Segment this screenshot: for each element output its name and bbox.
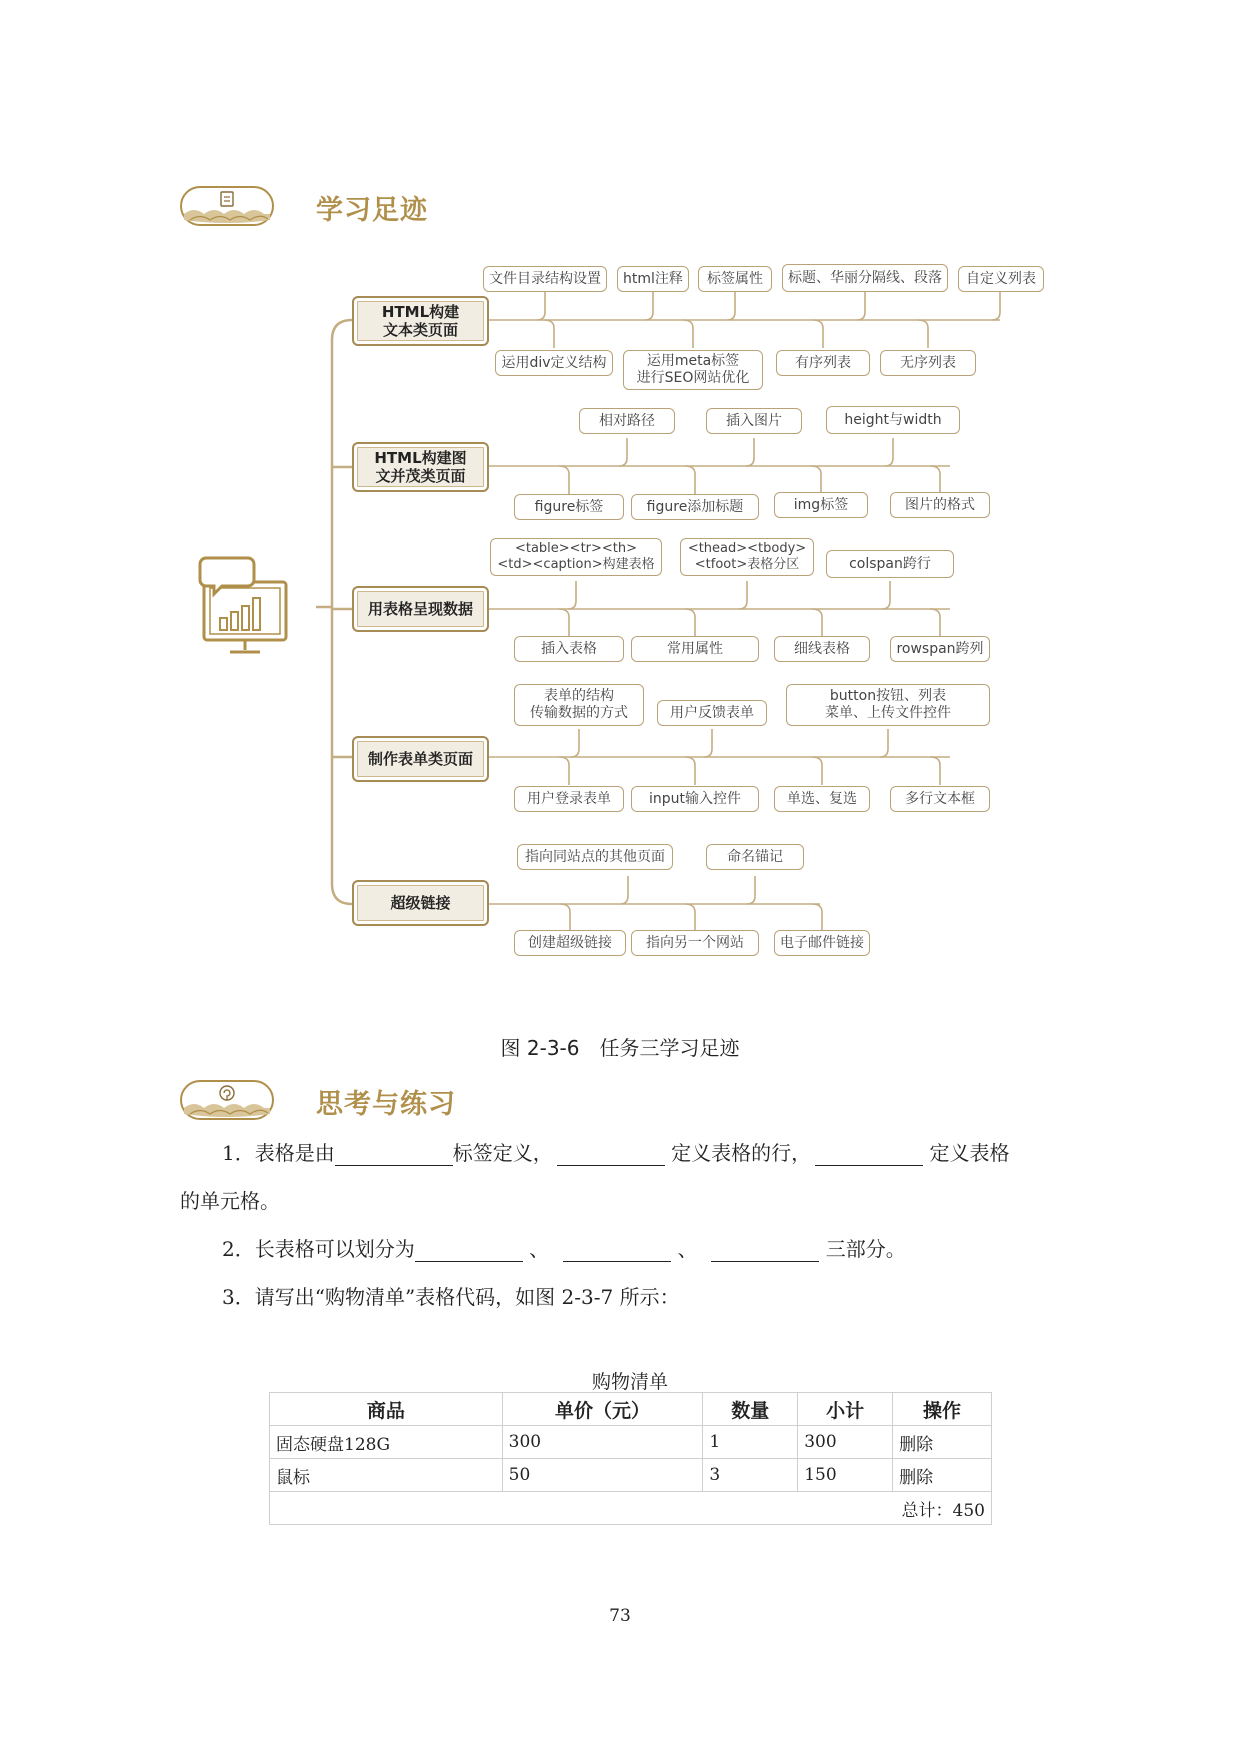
section-badge-icon (180, 1080, 274, 1120)
table-cell: 150 (798, 1459, 893, 1492)
question-number: 1． (222, 1141, 255, 1165)
connector-line (645, 292, 653, 320)
leaf-node: 有序列表 (776, 350, 870, 376)
leaf-node: 创建超级链接 (514, 930, 626, 956)
leaf-node: height与width (826, 406, 960, 434)
leaf-node: 插入图片 (706, 408, 802, 434)
leaf-node: 细线表格 (774, 636, 870, 662)
leaf-node: colspan跨行 (826, 550, 954, 578)
answer-blank (711, 1241, 819, 1262)
connector-line (812, 609, 822, 637)
connector-line (746, 438, 754, 466)
leaf-node: 多行文本框 (890, 786, 990, 812)
connector-line (739, 581, 747, 609)
answer-blank (335, 1145, 453, 1166)
question-1-line1 (222, 1140, 1009, 1166)
shopping-table (269, 1392, 992, 1525)
leaf-node: figure标签 (514, 494, 624, 520)
leaf-node: 标题、华丽分隔线、段落 (782, 264, 948, 292)
connector-line (812, 757, 822, 785)
connector-line (812, 904, 822, 932)
column-header: 单价（元） (502, 1393, 703, 1426)
connector-line (685, 609, 695, 637)
delete-link[interactable]: 删除 (893, 1459, 992, 1492)
column-header: 小计 (798, 1393, 893, 1426)
table-cell: 鼠标 (270, 1459, 503, 1492)
connector-line (918, 320, 928, 348)
branch-label: 用表格呈现数据 (367, 600, 473, 618)
table-cell: 50 (502, 1459, 703, 1492)
connector-line (560, 904, 570, 932)
question-3 (222, 1284, 680, 1310)
branch-label: 制作表单类页面 (367, 750, 473, 768)
leaf-node: 命名锚记 (706, 844, 804, 870)
connector-line (813, 320, 823, 348)
connector-line (619, 438, 627, 466)
question-number: 2． (222, 1237, 255, 1261)
connector-line (882, 581, 890, 609)
answer-blank (415, 1241, 523, 1262)
connector-line (685, 757, 695, 785)
table-cell: 3 (703, 1459, 798, 1492)
leaf-node: 文件目录结构设置 (483, 266, 607, 292)
branch-hyperlink (352, 880, 489, 926)
column-header: 数量 (703, 1393, 798, 1426)
connector-line (683, 320, 693, 348)
leaf-node: 常用属性 (631, 636, 759, 662)
leaf-node: 指向另一个网站 (631, 930, 759, 956)
table-header-row (270, 1393, 992, 1426)
page-number: 73 (609, 1606, 631, 1626)
question-text: 标签定义， (452, 1141, 553, 1165)
leaf-node: 用户登录表单 (514, 786, 624, 812)
total-cell: 总计：450 (270, 1492, 992, 1525)
connector-line (930, 609, 940, 637)
leaf-node: 用户反馈表单 (657, 700, 767, 726)
connector-line (559, 609, 569, 637)
table-row (270, 1459, 992, 1492)
question-text: 请写出“购物清单”表格代码，如图 2-3-7 所示： (254, 1285, 680, 1309)
table-row (270, 1426, 992, 1459)
table-caption: 购物清单 (591, 1371, 668, 1393)
section-title-practice: 思考与练习 (316, 1089, 456, 1120)
connector-line (685, 466, 695, 494)
connector-line (571, 729, 579, 757)
branch-html-text (352, 296, 489, 346)
question-text: 长表格可以划分为 (254, 1237, 415, 1261)
question-text: 、 (671, 1237, 698, 1261)
question-text: 表格是由 (254, 1141, 335, 1165)
connector-line (885, 438, 893, 466)
connector-line (544, 320, 554, 348)
leaf-node: 电子邮件链接 (774, 930, 870, 956)
question-1-line2: 的单元格。 (180, 1189, 280, 1213)
connector-line (747, 876, 755, 904)
branch-label: HTML构建 文本类页面 (381, 303, 460, 339)
leaf-node: 相对路径 (579, 408, 675, 434)
branch-label: HTML构建图 文并茂类页面 (374, 449, 467, 485)
branch-form (352, 736, 489, 782)
leaf-node: 插入表格 (514, 636, 624, 662)
leaf-node: html注释 (617, 266, 689, 292)
leaf-node: button按钮、列表 菜单、上传文件控件 (786, 684, 990, 726)
figure-caption: 图 2-3-6 任务三学习足迹 (500, 1036, 740, 1060)
leaf-node: 自定义列表 (958, 266, 1044, 292)
leaf-node: 标签属性 (698, 266, 772, 292)
connector-line (685, 904, 695, 932)
leaf-node: 表单的结构 传输数据的方式 (514, 684, 644, 726)
connector-line (880, 729, 888, 757)
answer-blank (815, 1145, 923, 1166)
answer-blank (563, 1241, 671, 1262)
table-cell: 固态硬盘128G (270, 1426, 503, 1459)
connector-line (930, 757, 940, 785)
leaf-node: <table><tr><th> <td><caption>构建表格 (490, 538, 662, 576)
table-total-row (270, 1492, 992, 1525)
column-header: 商品 (270, 1393, 503, 1426)
connector-line (930, 466, 940, 494)
leaf-node: 单选、复选 (774, 786, 870, 812)
connector-line (559, 757, 569, 785)
leaf-node: 运用div定义结构 (495, 350, 613, 376)
leaf-node: figure添加标题 (631, 494, 759, 520)
leaf-node: 指向同站点的其他页面 (517, 844, 673, 870)
branch-table (352, 586, 489, 632)
question-text: 定义表格 (923, 1141, 1010, 1165)
table-cell: 300 (798, 1426, 893, 1459)
leaf-node: rowspan跨列 (890, 636, 990, 662)
delete-link[interactable]: 删除 (893, 1426, 992, 1459)
section-title-learning: 学习足迹 (316, 195, 428, 226)
leaf-node: 图片的格式 (890, 492, 990, 518)
question-text: 三部分。 (819, 1237, 906, 1261)
connector-line (992, 292, 1000, 320)
connector-line (620, 876, 628, 904)
question-text: 定义表格的行， (664, 1141, 812, 1165)
question-text: 、 (522, 1237, 550, 1261)
connector-line (811, 466, 821, 494)
branch-html-image (352, 442, 489, 492)
leaf-node: input输入控件 (631, 786, 759, 812)
connector-line (727, 292, 735, 320)
table-cell: 1 (703, 1426, 798, 1459)
leaf-node: <thead><tbody> <tfoot>表格分区 (680, 538, 814, 576)
leaf-node: 无序列表 (880, 350, 976, 376)
answer-blank (557, 1145, 665, 1166)
question-2 (222, 1236, 906, 1262)
table-cell: 300 (502, 1426, 703, 1459)
question-number: 3． (222, 1285, 255, 1309)
connector-line (568, 581, 576, 609)
chart-monitor-icon (196, 552, 296, 662)
column-header: 操作 (893, 1393, 992, 1426)
connector-line (537, 292, 545, 320)
leaf-node: 运用meta标签 进行SEO网站优化 (623, 350, 763, 390)
connector-line (332, 320, 352, 904)
connector-line (559, 466, 569, 494)
connector-line (857, 292, 865, 320)
leaf-node: img标签 (774, 492, 868, 518)
branch-label: 超级链接 (390, 894, 451, 912)
connector-line (704, 729, 712, 757)
